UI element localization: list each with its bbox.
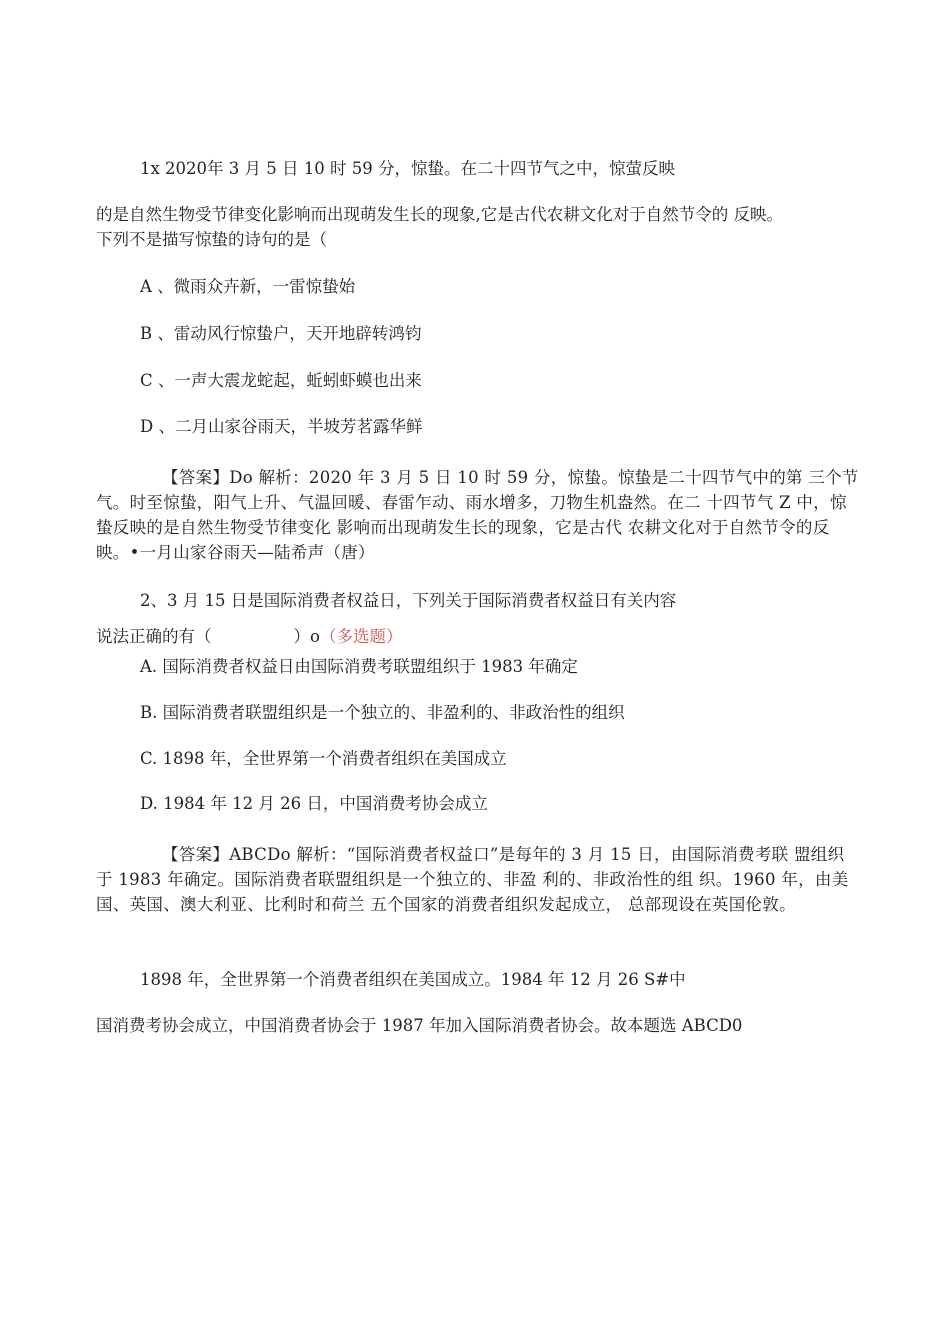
question-2-option-a: A. 国际消费者权益日由国际消费考联盟组织于 1983 年确定 [140, 657, 578, 676]
question-2-line-1: 2、3 月 15 日是国际消费者权益日，下列关于国际消费者权益日有关内容 [140, 591, 677, 610]
question-2-option-d: D. 1984 年 12 月 26 日，中国消费考协会成立 [140, 794, 488, 813]
question-2-prompt-end: ）o [293, 627, 320, 646]
question-1-option-d: D 、二月山家谷雨天，半坡芳茗露华鲜 [140, 417, 423, 436]
question-2-answer: 【答案】ABCDo 解析：“国际消费者权益口”是每年的 3 月 15 日，由国际消费考联 盟组织于 1983 年确定。国际消费者联盟组织是一个独立的、非盈 利的、非政治性的组 织。1960 年，由美国、英国、澳大利亚、比利时和荷兰 五个国家的消费者组织发起成立， 总部现设在英国伦敦。 [96, 845, 849, 914]
question-1-option-c: C 、一声大震龙蛇起，蚯蚓虾蟆也出来 [140, 371, 422, 390]
question-2-option-b: B. 国际消费者联盟组织是一个独立的、非盈利的、非政治性的组织 [140, 703, 625, 722]
question-1-option-a: A 、微雨众卉新，一雷惊蛰始 [140, 277, 356, 296]
question-1-line-1: 1x 2020年 3 月 5 日 10 时 59 分，惊蛰。在二十四节气之中，惊萤反映 [140, 159, 675, 178]
multi-choice-tag: （多选题） [319, 627, 403, 646]
question-1-line-2: 的是自然生物受节律变化影响而出现萌发生长的现象,它是古代农耕文化对于自然节令的 反映。 [96, 205, 783, 224]
question-2-option-c: C. 1898 年，全世界第一个消费者组织在美国成立 [140, 749, 507, 768]
question-2-line-2 [96, 626, 402, 648]
question-1-answer: 【答案】Do 解析：2020 年 3 月 5 日 10 时 59 分，惊蛰。惊蛰是二十四节气中的第 三个节气。时至惊蛰，阳气上升、气温回暖、春雷乍动、雨水增多，刀物生机盎然。在二 十四节气 Z 中，惊蛰反映的是自然生物受节律变化 影响而出现萌发生长的现象，它是古代 农耕文化对于自然节令的反映。•一月山家谷雨天—陆希声（唐） [96, 468, 859, 562]
question-2-prompt: 说法正确的有（ [96, 627, 212, 646]
question-2-extra-line-1: 1898 年，全世界第一个消费者组织在美国成立。1984 年 12 月 26 S#中 [140, 970, 686, 989]
question-1-option-b: B 、雷动风行惊蛰户，天开地辟转鸿钧 [140, 324, 422, 343]
question-1-line-3: 下列不是描写惊蛰的诗句的是（ [96, 230, 327, 249]
question-2-extra-line-2: 国消费考协会成立，中国消费者协会于 1987 年加入国际消费者协会。故本题选 ABCD0 [96, 1016, 743, 1035]
